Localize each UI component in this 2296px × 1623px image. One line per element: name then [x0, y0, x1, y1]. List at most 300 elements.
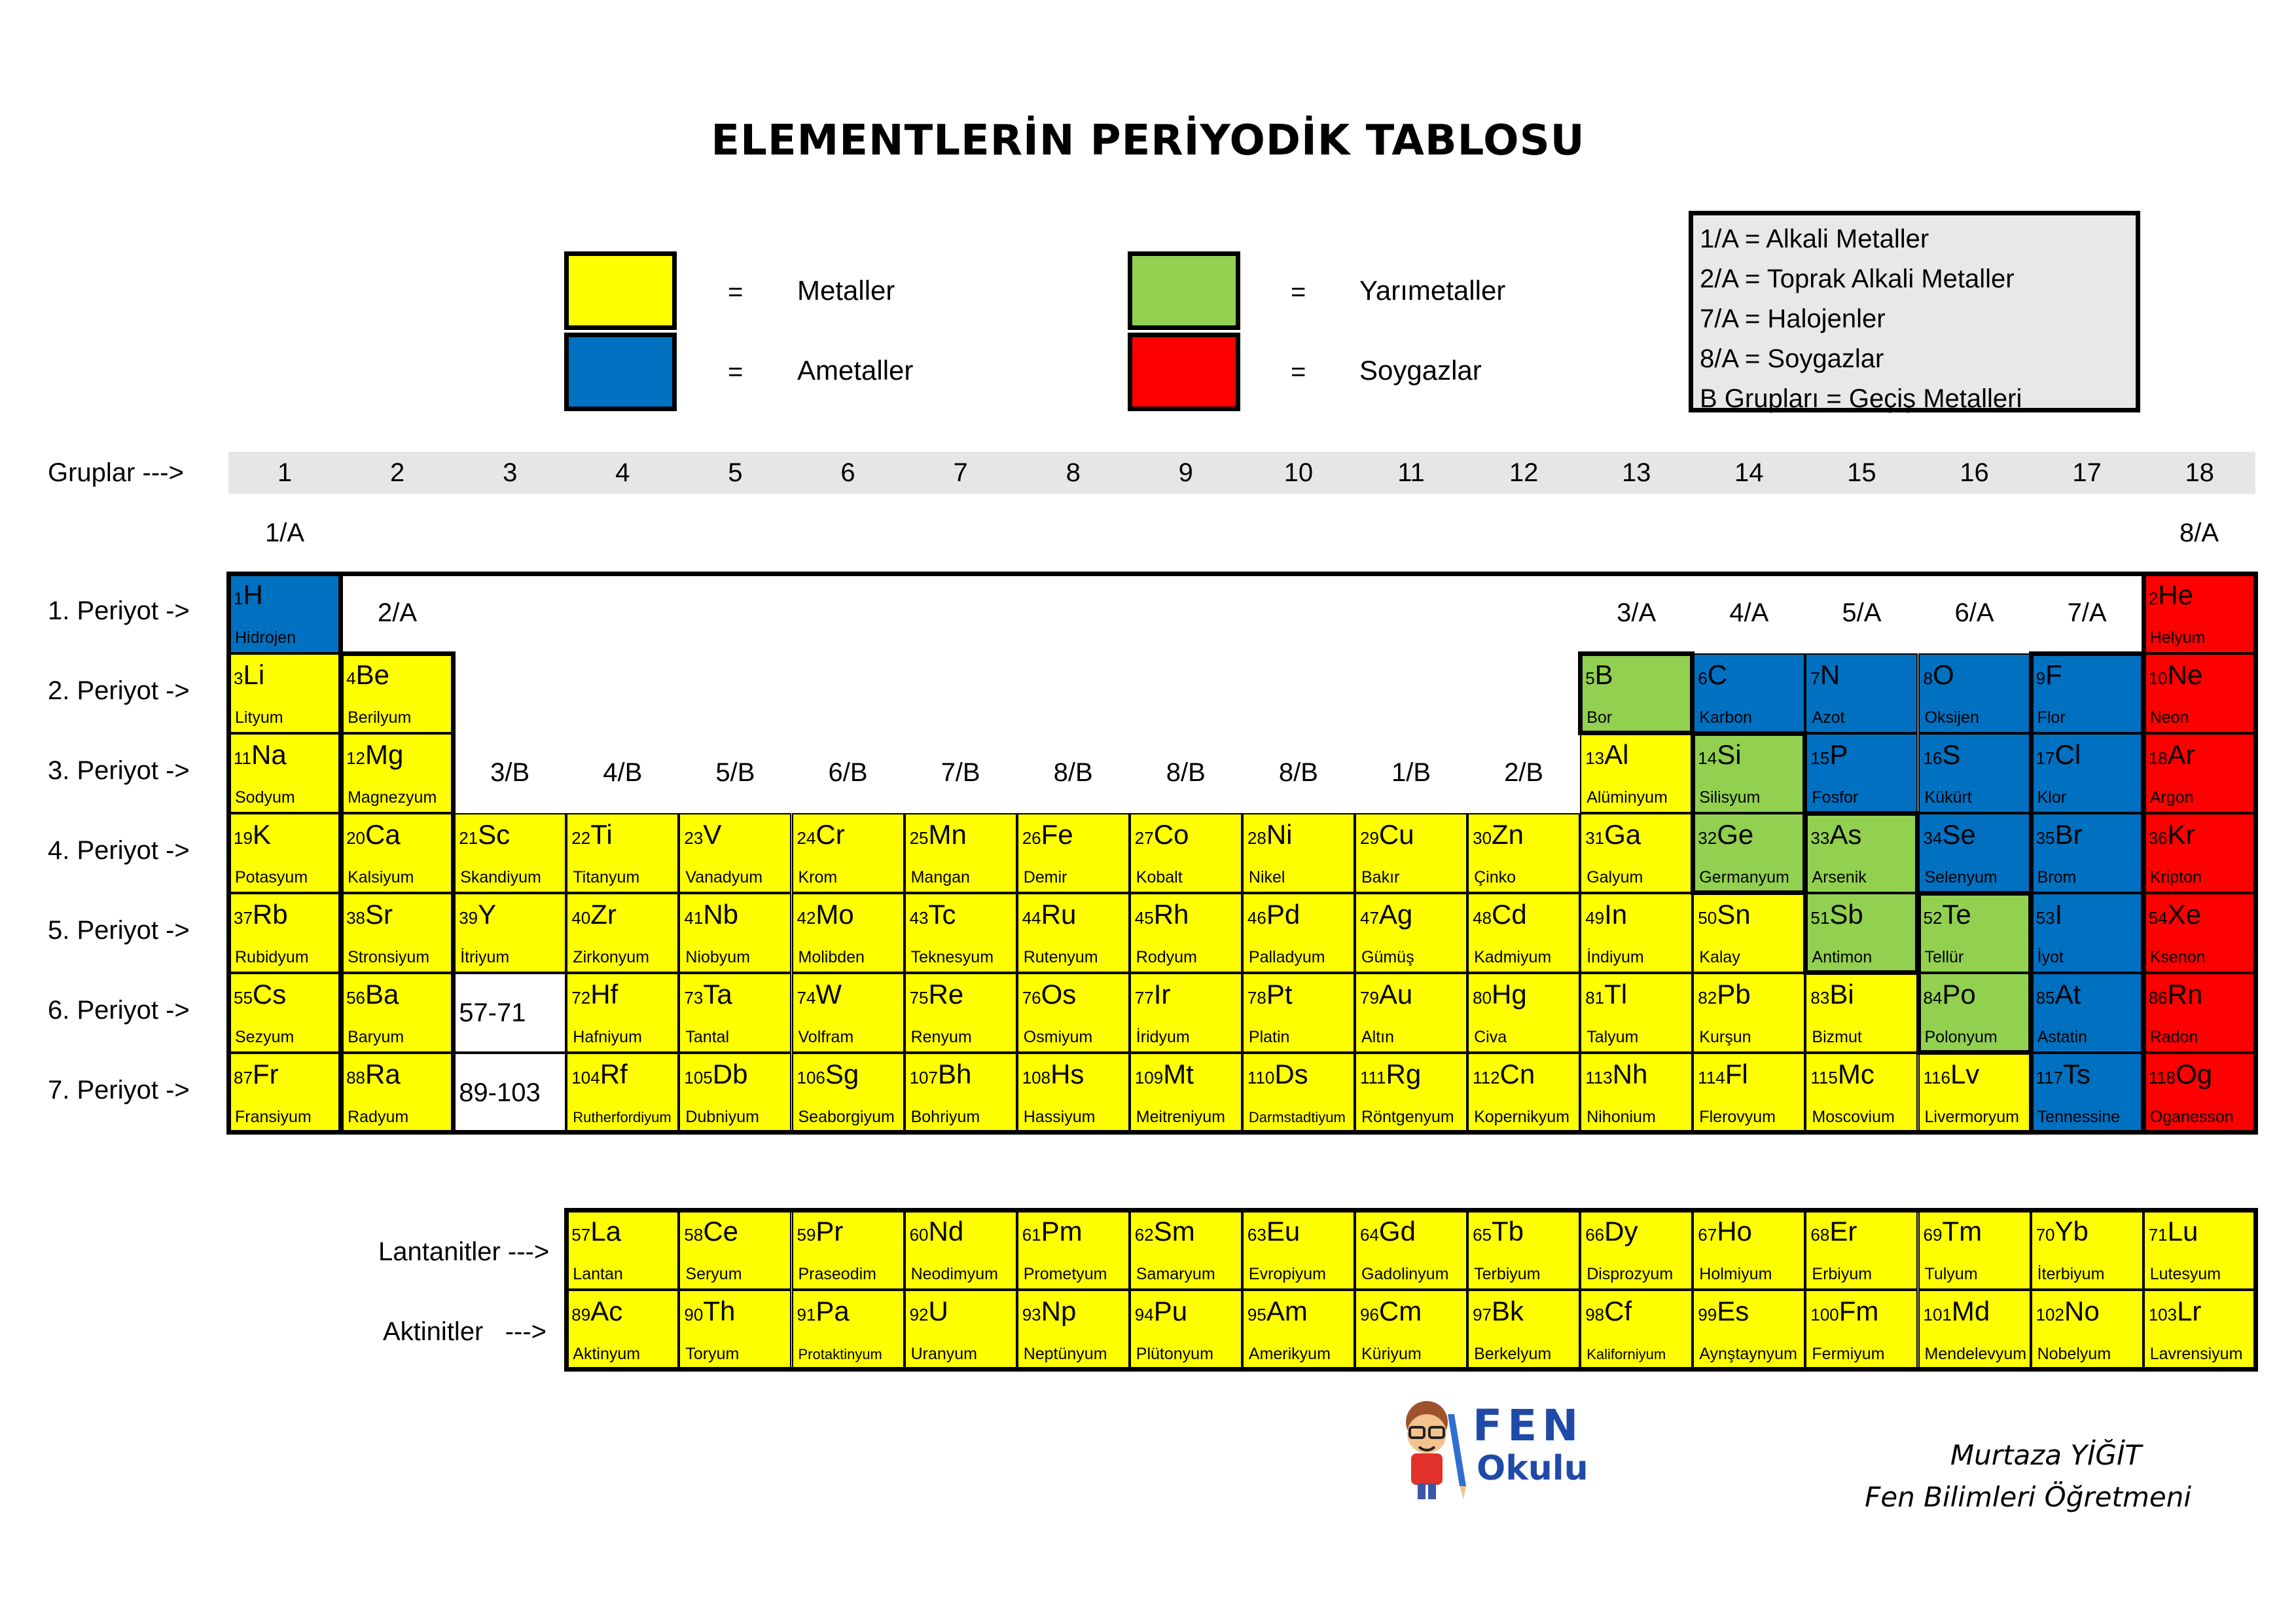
element-symbol: Re [928, 979, 964, 1010]
element-number-symbol [1360, 1057, 1421, 1099]
element-symbol: Hs [1050, 1059, 1085, 1089]
period-label: 7. Periyot -> [48, 1076, 190, 1104]
atomic-number: 41 [684, 908, 704, 928]
element-cell[interactable] [1580, 973, 1693, 1053]
period-label: 3. Periyot -> [48, 756, 190, 785]
element-number-symbol [1022, 1057, 1085, 1099]
atomic-number: 78 [1247, 988, 1266, 1008]
element-symbol: Na [251, 739, 287, 770]
element-symbol: Tc [928, 899, 956, 930]
element-cell[interactable] [1805, 973, 1918, 1053]
element-cell[interactable] [566, 813, 679, 893]
element-cell[interactable] [1355, 813, 1467, 893]
element-symbol: Ca [365, 819, 401, 850]
atomic-number: 52 [1923, 908, 1943, 928]
element-symbol: Ts [2063, 1059, 2091, 1089]
element-cell[interactable] [1355, 973, 1467, 1053]
groups-label: Gruplar ---> [48, 458, 184, 487]
atomic-number: 82 [1698, 988, 1717, 1008]
element-cell[interactable] [905, 1290, 1017, 1370]
element-cell[interactable] [1918, 973, 2031, 1053]
element-cell[interactable] [792, 973, 905, 1053]
element-name: Uranyum [910, 1345, 978, 1363]
element-name: Silisyum [1699, 788, 1761, 807]
element-number-symbol [1247, 1214, 1300, 1256]
element-cell[interactable] [1693, 653, 1805, 733]
element-number-symbol [571, 977, 618, 1019]
element-name: İndiyum [1587, 948, 1644, 966]
element-symbol: Lv [1950, 1059, 1980, 1089]
element-name: Terbiyum [1474, 1265, 1541, 1283]
atomic-number: 63 [1247, 1225, 1266, 1245]
atomic-number: 111 [1360, 1068, 1386, 1087]
element-cell[interactable] [341, 653, 454, 733]
legend-swatch-nonmetals [564, 333, 677, 411]
element-name: Küriyum [1361, 1345, 1422, 1363]
element-name: Kalsiyum [348, 868, 414, 886]
element-symbol: Xe [2167, 899, 2201, 930]
element-cell[interactable] [1242, 813, 1355, 893]
group-number: 2 [389, 458, 405, 487]
element-cell[interactable] [1017, 1290, 1130, 1370]
element-cell[interactable] [1693, 1290, 1805, 1370]
element-cell[interactable] [228, 733, 341, 813]
element-cell[interactable] [228, 653, 341, 733]
atomic-number: 72 [571, 988, 591, 1008]
atomic-number: 56 [346, 988, 366, 1008]
element-cell[interactable] [1580, 733, 1693, 813]
element-number-symbol [1810, 1057, 1874, 1099]
element-cell[interactable] [905, 893, 1017, 973]
group-name-1a: 1/A [264, 519, 305, 547]
atomic-number: 80 [1473, 988, 1492, 1008]
element-cell[interactable] [1693, 733, 1805, 813]
element-cell[interactable] [1805, 653, 1918, 733]
element-cell[interactable] [679, 893, 791, 973]
element-symbol: N [1820, 659, 1840, 690]
element-symbol: Ba [365, 979, 399, 1010]
element-number-symbol [1360, 977, 1412, 1019]
element-cell[interactable] [341, 1053, 454, 1133]
element-cell[interactable] [2144, 1053, 2256, 1133]
element-cell[interactable] [1693, 1210, 1805, 1290]
element-cell[interactable] [905, 813, 1017, 893]
element-cell[interactable] [1805, 733, 1918, 813]
group-name-b: 5/B [715, 758, 755, 787]
element-cell[interactable] [228, 893, 341, 973]
element-cell[interactable] [228, 813, 341, 893]
atomic-number: 3 [234, 668, 243, 688]
element-symbol: Pd [1266, 899, 1300, 930]
element-number-symbol [346, 977, 399, 1019]
element-cell[interactable] [566, 893, 679, 973]
atomic-number: 20 [346, 828, 366, 848]
atomic-number: 50 [1698, 908, 1717, 928]
element-cell[interactable] [454, 813, 566, 893]
element-number-symbol [234, 1057, 279, 1099]
element-cell[interactable] [1918, 893, 2031, 973]
period-label: 6. Periyot -> [48, 996, 190, 1025]
element-name: Skandiyum [460, 868, 541, 886]
element-name: Meitreniyum [1136, 1108, 1225, 1126]
element-cell[interactable] [1693, 973, 1805, 1053]
element-cell[interactable] [679, 973, 791, 1053]
element-cell[interactable] [566, 1290, 679, 1370]
element-name: Azot [1812, 708, 1845, 727]
element-cell[interactable] [2031, 1053, 2144, 1133]
element-cell[interactable] [1918, 1290, 2031, 1370]
element-number-symbol [1022, 977, 1077, 1019]
element-symbol: Ti [590, 819, 613, 850]
group-number: 12 [1509, 458, 1539, 487]
element-number-symbol [234, 657, 264, 699]
element-cell[interactable] [1242, 1210, 1355, 1290]
element-cell[interactable] [566, 1210, 679, 1290]
legend-label-noble-gases: Soygazlar [1359, 355, 1482, 386]
element-cell[interactable] [1242, 1290, 1355, 1370]
element-number-symbol [571, 817, 612, 859]
element-cell[interactable] [1467, 1053, 1580, 1133]
group-name-a: 5/A [1842, 598, 1882, 627]
element-name: Oksijen [1924, 708, 1979, 727]
element-cell[interactable] [1130, 1290, 1242, 1370]
element-cell[interactable] [2144, 893, 2256, 973]
element-cell[interactable] [1918, 813, 2031, 893]
element-symbol: B [1594, 659, 1613, 690]
element-cell[interactable] [1693, 1053, 1805, 1133]
element-cell[interactable] [2144, 653, 2256, 733]
element-cell[interactable] [792, 1210, 905, 1290]
element-name: Tellür [1924, 948, 1964, 966]
atomic-number: 89 [571, 1305, 591, 1324]
element-cell[interactable] [1580, 1053, 1693, 1133]
atomic-number: 38 [346, 908, 366, 928]
element-name: Neon [2149, 708, 2189, 727]
element-cell[interactable] [566, 1053, 679, 1133]
element-number-symbol [571, 1214, 621, 1256]
element-cell[interactable] [679, 1290, 791, 1370]
atomic-number: 16 [1923, 748, 1943, 768]
element-symbol: Cn [1499, 1059, 1535, 1089]
element-name: Krom [798, 868, 838, 886]
atomic-number: 62 [1134, 1225, 1154, 1245]
atomic-number: 90 [684, 1305, 704, 1324]
atomic-number: 114 [1698, 1068, 1725, 1087]
atomic-number: 40 [571, 908, 591, 928]
atomic-number: 102 [2036, 1305, 2064, 1324]
atomic-number: 48 [1473, 908, 1492, 928]
atomic-number: 74 [797, 988, 816, 1008]
atomic-number: 76 [1022, 988, 1041, 1008]
element-symbol: La [590, 1216, 621, 1247]
element-cell[interactable] [1355, 1053, 1467, 1133]
element-number-symbol [571, 1294, 622, 1336]
element-cell[interactable] [1017, 893, 1130, 973]
element-name: Molibden [798, 948, 865, 966]
element-cell[interactable] [905, 1053, 1017, 1133]
element-number-symbol [684, 1294, 735, 1336]
atomic-number: 1 [234, 589, 243, 608]
atomic-number: 110 [1247, 1068, 1275, 1087]
element-number-symbol [234, 737, 287, 779]
element-cell[interactable] [1918, 653, 2031, 733]
element-name: Altın [1361, 1028, 1395, 1046]
element-cell[interactable] [1580, 653, 1693, 733]
element-name: Argon [2149, 788, 2194, 807]
element-symbol: P [1829, 739, 1848, 770]
element-name: Demir [1023, 868, 1067, 886]
element-number-symbol [1247, 1294, 1308, 1336]
element-cell[interactable] [792, 1290, 905, 1370]
element-cell[interactable] [1805, 1210, 1918, 1290]
element-cell[interactable] [1355, 1290, 1467, 1370]
element-cell[interactable] [228, 973, 341, 1053]
element-number-symbol [1698, 1057, 1748, 1099]
element-name: Neodimyum [910, 1265, 998, 1283]
atomic-number: 99 [1698, 1305, 1717, 1324]
atomic-number: 2 [2148, 589, 2159, 608]
atomic-number: 69 [1923, 1225, 1943, 1245]
element-number-symbol [1135, 817, 1189, 859]
element-cell[interactable] [2144, 813, 2256, 893]
atomic-number: 6 [1698, 668, 1708, 688]
element-cell[interactable] [2144, 574, 2256, 653]
element-name: Niobyum [685, 948, 751, 966]
atomic-number: 77 [1134, 988, 1154, 1008]
element-cell[interactable] [454, 893, 566, 973]
element-cell[interactable] [679, 1210, 791, 1290]
element-cell[interactable] [1580, 813, 1693, 893]
element-cell[interactable] [1467, 973, 1580, 1053]
element-cell[interactable] [1017, 813, 1130, 893]
element-cell[interactable] [341, 813, 454, 893]
element-cell[interactable] [1130, 893, 1242, 973]
element-cell[interactable] [2031, 653, 2144, 733]
element-number-symbol [1585, 1294, 1632, 1336]
element-name: İterbiyum [2037, 1265, 2105, 1283]
element-number-symbol [910, 977, 964, 1019]
element-name: Stronsiyum [348, 948, 430, 966]
element-number-symbol [910, 1294, 948, 1336]
element-cell[interactable] [1467, 813, 1580, 893]
atomic-number: 47 [1360, 908, 1379, 928]
atomic-number: 95 [1247, 1305, 1266, 1324]
element-name: Kalay [1699, 948, 1740, 966]
element-name: Osmiyum [1023, 1028, 1093, 1046]
element-name: Dubniyum [685, 1108, 759, 1126]
element-number-symbol [346, 657, 389, 699]
element-cell[interactable] [1693, 893, 1805, 973]
atomic-number: 100 [1810, 1305, 1839, 1324]
element-symbol: Dy [1604, 1216, 1638, 1247]
element-cell[interactable] [2031, 1290, 2144, 1370]
atomic-number: 115 [1810, 1068, 1838, 1087]
atomic-number: 103 [2148, 1305, 2178, 1324]
element-cell[interactable] [2144, 1210, 2256, 1290]
element-cell[interactable] [905, 973, 1017, 1053]
element-cell[interactable] [1805, 1053, 1918, 1133]
element-symbol: Cr [816, 819, 845, 850]
element-cell[interactable] [1805, 813, 1918, 893]
element-cell[interactable] [792, 893, 905, 973]
atomic-number: 35 [2036, 828, 2055, 848]
element-number-symbol [910, 817, 967, 859]
element-number-symbol [2149, 1294, 2202, 1336]
element-cell[interactable] [1467, 893, 1580, 973]
element-cell[interactable] [1242, 1053, 1355, 1133]
element-name: Alüminyum [1587, 788, 1668, 807]
group-number: 4 [615, 458, 630, 487]
element-number-symbol [2036, 817, 2083, 859]
element-name: Lityum [235, 708, 283, 727]
element-name: Seaborgiyum [798, 1108, 895, 1126]
element-cell[interactable] [228, 574, 341, 653]
legend-label-metalloids: Yarımetaller [1359, 275, 1506, 306]
element-cell[interactable] [341, 893, 454, 973]
element-symbol: Cs [252, 979, 287, 1010]
element-symbol: Db [712, 1059, 748, 1089]
element-cell[interactable] [341, 733, 454, 813]
element-symbol: Ra [365, 1059, 401, 1089]
element-number-symbol [910, 897, 956, 939]
element-cell[interactable] [2144, 1290, 2256, 1370]
element-cell[interactable] [1805, 1290, 1918, 1370]
element-cell[interactable] [1355, 893, 1467, 973]
element-name: Karbon [1699, 708, 1752, 727]
group-number: 16 [1960, 458, 1989, 487]
element-cell[interactable] [1017, 1210, 1130, 1290]
element-cell[interactable] [2031, 973, 2144, 1053]
element-number-symbol [1924, 1214, 1982, 1256]
element-cell[interactable] [1693, 813, 1805, 893]
element-symbol: Ag [1378, 899, 1413, 930]
element-symbol: Ho [1717, 1216, 1752, 1247]
element-cell[interactable] [2031, 733, 2144, 813]
element-number-symbol [1585, 817, 1641, 859]
element-cell[interactable] [1242, 973, 1355, 1053]
logo-line1: FEN [1473, 1400, 1584, 1451]
author-name: Murtaza YİĞİT [1950, 1439, 2142, 1471]
element-cell[interactable] [1130, 1053, 1242, 1133]
element-number-symbol [459, 817, 510, 859]
element-number-symbol [1924, 737, 1961, 779]
element-symbol: Cu [1378, 819, 1414, 850]
atomic-number: 109 [1134, 1068, 1164, 1087]
element-cell[interactable] [1918, 733, 2031, 813]
element-name: Palladyum [1248, 948, 1325, 966]
element-cell[interactable] [1130, 973, 1242, 1053]
element-name: Erbiyum [1812, 1265, 1873, 1283]
atomic-number: 25 [909, 828, 929, 848]
element-cell[interactable] [1017, 973, 1130, 1053]
element-cell[interactable] [1580, 1210, 1693, 1290]
atomic-number: 27 [1134, 828, 1154, 848]
element-cell[interactable] [792, 813, 905, 893]
element-cell[interactable] [1017, 1053, 1130, 1133]
element-cell[interactable] [2144, 973, 2256, 1053]
element-name: Kaliforniyum [1587, 1346, 1666, 1362]
element-cell[interactable] [1918, 1053, 2031, 1133]
element-cell[interactable] [1467, 1210, 1580, 1290]
atomic-number: 93 [1022, 1305, 1041, 1324]
info-line: 8/A = Soygazlar [1700, 344, 1884, 373]
atomic-number: 71 [2148, 1225, 2168, 1245]
group-number: 1 [277, 458, 293, 487]
element-cell[interactable] [679, 813, 791, 893]
atomic-number: 13 [1585, 748, 1605, 768]
element-cell[interactable] [1130, 813, 1242, 893]
element-cell[interactable] [1580, 893, 1693, 973]
element-cell[interactable] [1355, 1210, 1467, 1290]
element-cell[interactable] [2031, 893, 2144, 973]
element-name: Germanyum [1699, 868, 1789, 886]
element-cell[interactable] [1130, 1210, 1242, 1290]
element-name: İyot [2037, 948, 2064, 966]
element-cell[interactable] [566, 973, 679, 1053]
group-number: 8 [1066, 458, 1081, 487]
element-cell[interactable] [679, 1053, 791, 1133]
element-cell[interactable] [905, 1210, 1017, 1290]
element-name: Neptünyum [1023, 1345, 1107, 1363]
fen-okulu-logo [1394, 1388, 1610, 1506]
atomic-number: 7 [1810, 668, 1820, 688]
element-number-symbol [1585, 897, 1627, 939]
element-symbol: Fm [1839, 1296, 1879, 1326]
group-name-a: 3/A [1617, 598, 1657, 627]
group-name-b: 7/B [941, 758, 980, 787]
element-name: Kadmiyum [1474, 948, 1552, 966]
element-symbol: Li [243, 659, 265, 690]
group-number: 14 [1734, 458, 1764, 487]
element-cell[interactable] [1242, 893, 1355, 973]
element-cell[interactable] [1467, 1290, 1580, 1370]
atomic-number: 79 [1360, 988, 1379, 1008]
element-cell[interactable] [792, 1053, 905, 1133]
group-name-a: 7/A [2067, 598, 2107, 627]
legend-equals: = [728, 357, 744, 386]
atomic-number: 97 [1473, 1305, 1492, 1324]
atomic-number: 60 [909, 1225, 929, 1245]
element-name: Protaktinyum [798, 1346, 882, 1362]
element-cell[interactable] [1918, 1210, 2031, 1290]
element-number-symbol [2149, 817, 2195, 859]
element-cell[interactable] [228, 1053, 341, 1133]
element-cell[interactable] [341, 973, 454, 1053]
atomic-number: 67 [1698, 1225, 1717, 1245]
element-cell[interactable] [1580, 1290, 1693, 1370]
element-number-symbol [2036, 1214, 2089, 1256]
element-name: Potasyum [235, 868, 308, 886]
legend-label-nonmetals: Ametaller [797, 355, 914, 386]
element-symbol: He [2158, 579, 2193, 610]
element-name: Gümüş [1361, 948, 1414, 966]
element-symbol: Pt [1266, 979, 1293, 1010]
element-cell[interactable] [1805, 893, 1918, 973]
element-symbol: Si [1717, 739, 1742, 770]
element-name: Hafniyum [573, 1028, 642, 1046]
element-name: Kükürt [1924, 788, 1972, 807]
element-number-symbol [797, 1214, 844, 1256]
element-symbol: Rf [600, 1059, 628, 1089]
element-cell[interactable] [2031, 1210, 2144, 1290]
element-name: Magnezyum [348, 788, 437, 807]
element-symbol: Th [703, 1296, 736, 1326]
element-cell[interactable] [2031, 813, 2144, 893]
element-name: Lantan [573, 1265, 623, 1283]
element-cell[interactable] [2144, 733, 2256, 813]
element-number-symbol [234, 897, 288, 939]
atomic-number: 5 [1585, 668, 1595, 688]
